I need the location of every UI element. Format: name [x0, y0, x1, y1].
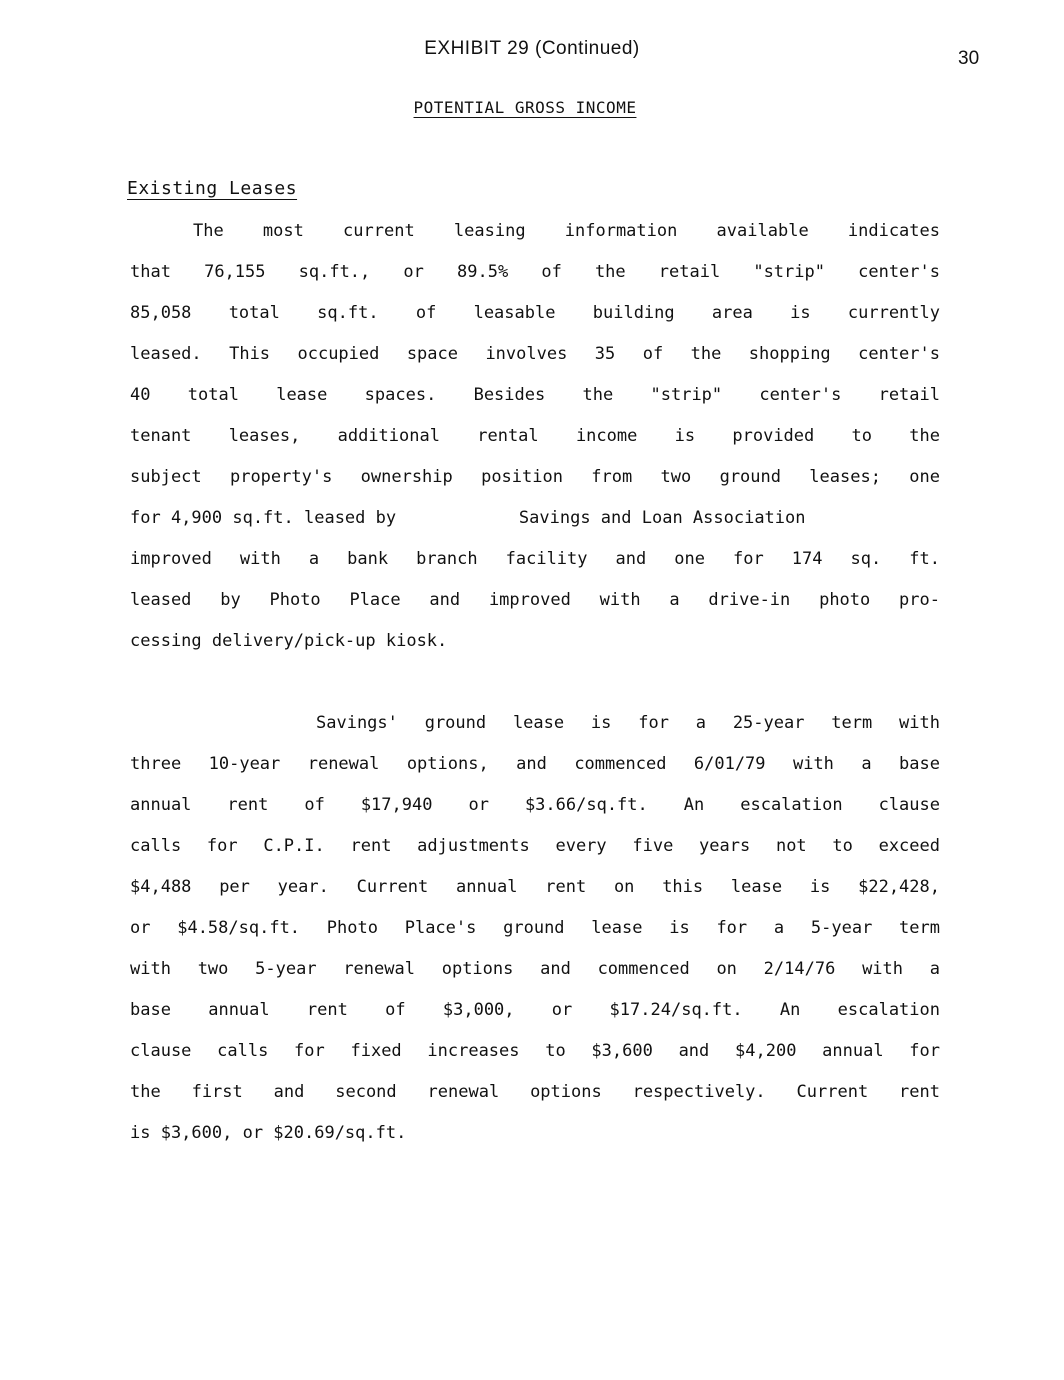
paragraph1-line: The most current leasing information available indicates: [193, 221, 940, 241]
paragraph1-line: improved with a bank branch facility and one for 174 sq. ft.: [130, 549, 940, 569]
paragraph2-line: annual rent of $17,940 or $3.66/sq.ft. An escalation clause: [130, 795, 940, 815]
paragraph1-line: for 4,900 sq.ft. leased by Savings and Loan Association: [130, 508, 806, 528]
paragraph2-line: clause calls for fixed increases to $3,600 and $4,200 annual for: [130, 1041, 940, 1061]
paragraph1-line: 85,058 total sq.ft. of leasable building area is currently: [130, 303, 940, 323]
exhibit-label: EXHIBIT 29 (Continued): [424, 38, 640, 59]
paragraph1-line: 40 total lease spaces. Besides the "strip" center's retail: [130, 385, 940, 405]
page-number: 30: [958, 48, 980, 69]
page-title: [0, 98, 1050, 117]
paragraph1-line: cessing delivery/pick-up kiosk.: [130, 631, 448, 651]
paragraph2-line: or $4.58/sq.ft. Photo Place's ground lease is for a 5-year term: [130, 918, 940, 938]
paragraph2-line: Savings' ground lease is for a 25-year term with: [316, 713, 940, 733]
paragraph2-line: with two 5-year renewal options and commenced on 2/14/76 with a: [130, 959, 940, 979]
paragraph2-line: the first and second renewal options respectively. Current rent: [130, 1082, 940, 1102]
paragraph2-line: is $3,600, or $20.69/sq.ft.: [130, 1123, 407, 1143]
paragraph1-line: that 76,155 sq.ft., or 89.5% of the retail "strip" center's: [130, 262, 940, 282]
section-heading: Existing Leases: [127, 178, 298, 199]
page-title-text: POTENTIAL GROSS INCOME: [413, 98, 637, 117]
paragraph1-line: tenant leases, additional rental income is provided to the: [130, 426, 940, 446]
paragraph2-line: three 10-year renewal options, and commenced 6/01/79 with a base: [130, 754, 940, 774]
paragraph1-line: subject property's ownership position from two ground leases; one: [130, 467, 940, 487]
paragraph2-line: base annual rent of $3,000, or $17.24/sq.ft. An escalation: [130, 1000, 940, 1020]
paragraph2-line: $4,488 per year. Current annual rent on this lease is $22,428,: [130, 877, 940, 897]
paragraph1-line: leased by Photo Place and improved with a drive-in photo pro-: [130, 590, 940, 610]
paragraph2-line: calls for C.P.I. rent adjustments every five years not to exceed: [130, 836, 940, 856]
paragraph1-line: leased. This occupied space involves 35 of the shopping center's: [130, 344, 940, 364]
